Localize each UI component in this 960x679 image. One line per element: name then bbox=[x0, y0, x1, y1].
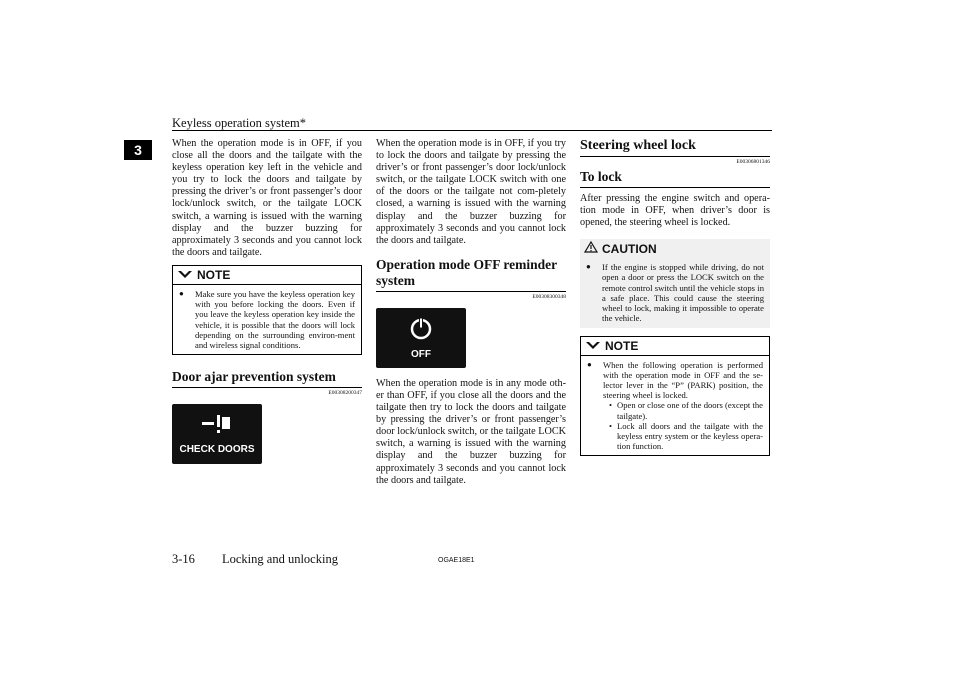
note-box bbox=[580, 336, 770, 457]
note-icon bbox=[177, 268, 193, 282]
bullet-icon: ● bbox=[586, 262, 591, 272]
sub-bullet-icon: • bbox=[609, 420, 613, 431]
section-title-line2: system bbox=[376, 272, 415, 288]
caution-box bbox=[580, 239, 770, 327]
off-text: OFF bbox=[411, 348, 431, 360]
footer-section: Locking and unlocking bbox=[222, 552, 338, 566]
section-code: E00308200347 bbox=[328, 390, 362, 397]
section-code: E00308300348 bbox=[532, 293, 566, 300]
caution-header bbox=[580, 239, 770, 258]
note-bullet bbox=[179, 289, 355, 350]
note-label: NOTE bbox=[197, 267, 231, 282]
body-paragraph: When the operation mode is in OFF, if you try to lock the doors and tailgate by pressing the driver’s or front passenger’s door lock/unlock switch, or the tailgate LOCK switch with one of the doors or the tailgate not com-pletely closed, a warning is issued with the warning display and the buzzer buzzing for approximately 3 seconds and you cannot lock the doors and tailgate. bbox=[376, 138, 566, 246]
sub-bullet-icon: • bbox=[609, 400, 613, 411]
note-header bbox=[581, 337, 769, 356]
note-subitem-text: Lock all doors and the tailgate with the keyless entry system or the keyless opera-tion function. bbox=[617, 420, 763, 452]
note-header bbox=[173, 266, 361, 285]
bullet-icon: ● bbox=[587, 359, 592, 369]
door-ajar-icon bbox=[200, 413, 234, 440]
caution-body bbox=[580, 258, 770, 327]
off-display-image bbox=[376, 308, 466, 368]
caution-text: If the engine is stopped while driving, do not open a door or press the LOCK switch on the remote control switch until the vehicle stops in a safe place. This could cause the steering wheel to lock, making it impossible to operate the vehicle. bbox=[602, 262, 764, 324]
bullet-icon: ● bbox=[179, 288, 184, 298]
header-rule bbox=[172, 130, 772, 131]
power-off-icon bbox=[408, 316, 434, 347]
body-paragraph: After pressing the engine switch and opera-tion mode in OFF, when driver’s door is opened, the steering wheel is locked. bbox=[580, 193, 770, 229]
note-label: NOTE bbox=[605, 338, 639, 353]
chapter-tab: 3 bbox=[124, 140, 152, 160]
check-doors-display-image bbox=[172, 404, 262, 464]
subsection-title-to-lock: To lock bbox=[580, 169, 770, 188]
note-subitem bbox=[587, 400, 763, 420]
column-2 bbox=[376, 138, 566, 487]
caution-label: CAUTION bbox=[602, 241, 657, 256]
page-number: 3-16 bbox=[172, 552, 195, 566]
note-box bbox=[172, 265, 362, 355]
section-title-steering-lock: Steering wheel lock bbox=[580, 138, 770, 157]
section-title-door-ajar: Door ajar prevention system bbox=[172, 369, 362, 388]
check-doors-text: CHECK DOORS bbox=[179, 444, 255, 456]
note-body bbox=[173, 285, 361, 354]
note-bullet bbox=[587, 360, 763, 401]
page-header-title: Keyless operation system* bbox=[172, 116, 307, 130]
warning-triangle-icon bbox=[584, 241, 598, 256]
section-code: E00306801346 bbox=[736, 159, 770, 165]
document-code: OGAE18E1 bbox=[438, 557, 475, 564]
note-text: Make sure you have the keyless operation key with you before locking the doors. Even if you leave the keyless operation key inside the vehicle, it is possible that the doors will lock depending on the surrounding environ-ment and wireless signal conditions. bbox=[195, 288, 355, 350]
body-paragraph: When the operation mode is in OFF, if you close all the doors and the tailgate with the keyless operation key left in the vehicle and you try to lock the doors and tailgate by pressing the driver’s or front passenger’s door lock/unlock switch, or the tailgate LOCK switch, a warning is issued with the warning display and the buzzer buzzing for approximately 3 seconds and you cannot lock the doors and tailgate. bbox=[172, 138, 362, 258]
note-icon bbox=[585, 339, 601, 353]
section-title-line1: Operation mode OFF reminder bbox=[376, 256, 558, 272]
note-body bbox=[581, 356, 769, 456]
note-text: When the following operation is performed with the operation mode in OFF and the se-lector lever in the “P” (PARK) position, the steering wheel is locked. bbox=[603, 359, 763, 401]
caution-bullet bbox=[586, 262, 764, 323]
section-title-off-reminder bbox=[376, 257, 566, 292]
note-subitem bbox=[587, 421, 763, 452]
body-paragraph: When the operation mode is in any mode oth-er than OFF, if you close all the doors and the tailgate then try to lock the doors and tailgate by pressing the driver’s or front passenger’s door lock/unlock switch, or the tailgate LOCK switch, a warning is issued with the warning display and the buzzer buzzing for approximately 3 seconds and you cannot lock the doors and tailgate. bbox=[376, 377, 566, 486]
column-3 bbox=[580, 138, 770, 456]
note-subitem-text: Open or close one of the doors (except the tailgate). bbox=[617, 400, 763, 421]
column-1 bbox=[172, 138, 362, 464]
